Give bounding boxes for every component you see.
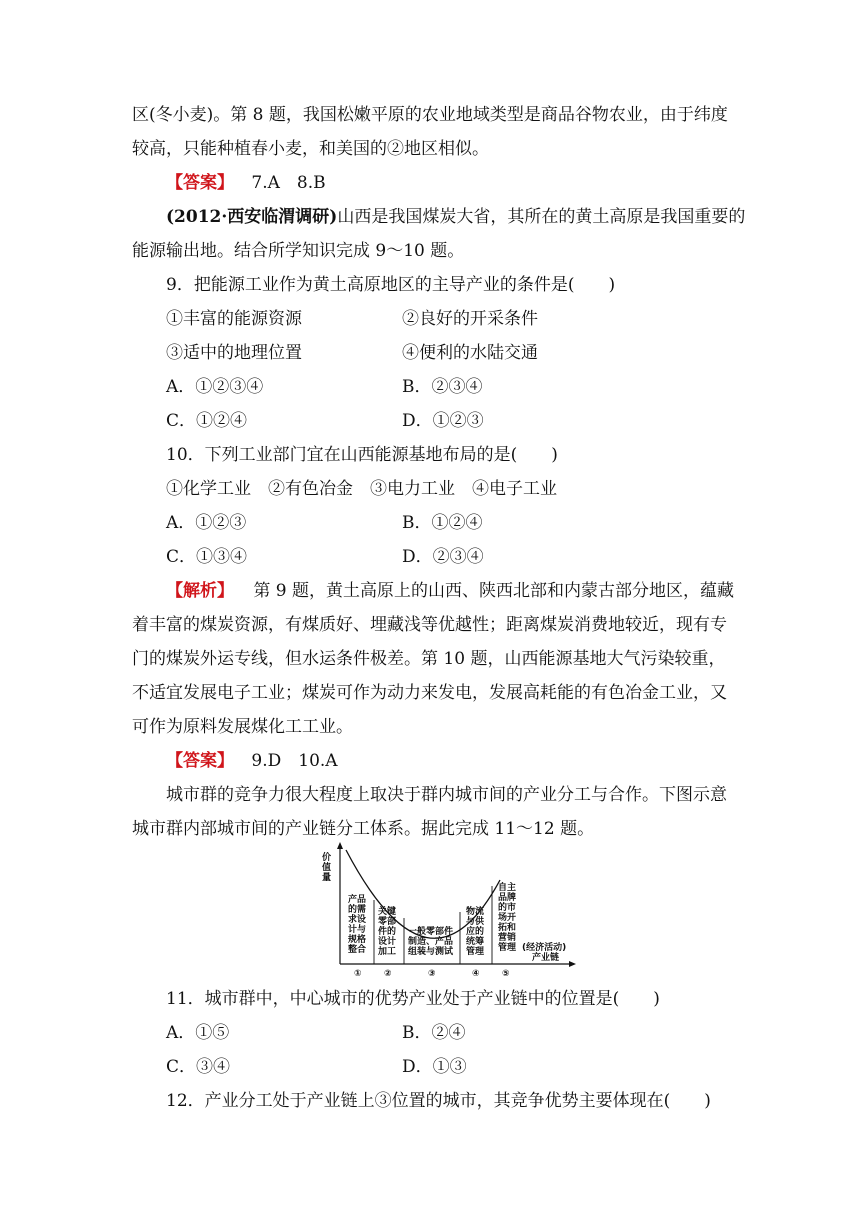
segment-2 bbox=[377, 905, 396, 979]
industry-chain-svg bbox=[300, 840, 580, 980]
q12-stem: 12．产业分工处于产业链上③位置的城市，其竞争优势主要体现在( ) bbox=[166, 1091, 711, 1111]
segment-1-text-6: 整合 bbox=[348, 945, 367, 955]
passage-line-1: 城市群的竞争力很大程度上取决于群内城市间的产业分工与合作。下图示意 bbox=[166, 785, 727, 805]
q9-item-3: ③适中的地理位置 bbox=[166, 343, 302, 363]
segment-3-text-1: 一般零部件 bbox=[408, 927, 454, 937]
segment-5-text-5: 拓和 bbox=[498, 923, 517, 933]
y-axis-arrow bbox=[337, 842, 343, 849]
answer-text: 7.A 8.B bbox=[251, 173, 326, 193]
segment-2-text-1: 关键 bbox=[378, 907, 397, 917]
q10-items: ①化学工业 ②有色冶金 ③电力工业 ④电子工业 bbox=[166, 479, 557, 499]
q11-option-b: B．②④ bbox=[402, 1023, 466, 1043]
answer-9-10 bbox=[166, 750, 338, 772]
q10-option-c: C．①③④ bbox=[166, 547, 248, 567]
segment-2-number: ② bbox=[384, 969, 392, 979]
segment-1-number: ① bbox=[354, 969, 362, 979]
x-label-chain: 产业链 bbox=[532, 953, 560, 963]
segment-5-number: ⑤ bbox=[502, 969, 510, 979]
analysis-line-3: 门的煤炭外运专线，但水运条件极差。第 10 题，山西能源基地大气污染较重， bbox=[132, 649, 726, 669]
intro-line-1: 区(冬小麦)。第 8 题，我国松嫩平原的农业地域类型是商品谷物农业，由于纬度 bbox=[132, 105, 728, 125]
y-label-2: 值 bbox=[322, 863, 332, 873]
analysis-line-5: 可作为原料发展煤化工工业。 bbox=[132, 717, 353, 737]
analysis-tag: 【解析】 bbox=[166, 581, 234, 601]
source-place: 西安临渭调研 bbox=[227, 207, 330, 227]
source-rest: 山西是我国煤炭大省，其所在的黄土高原是我国重要的 bbox=[337, 207, 746, 227]
answer-text-2: 9.D 10.A bbox=[251, 751, 338, 771]
answer-7-8 bbox=[166, 172, 326, 194]
analysis-line-1 bbox=[166, 580, 734, 602]
q10-option-d: D．②③④ bbox=[402, 547, 484, 567]
segment-3 bbox=[408, 925, 454, 979]
analysis-line-4: 不适宜发展电子工业；煤炭可作为动力来发电，发展高耗能的有色冶金工业，又 bbox=[132, 683, 727, 703]
q9-item-2: ②良好的开采条件 bbox=[402, 309, 538, 329]
segment-2-text-5: 加工 bbox=[378, 947, 397, 957]
q11-stem: 11．城市群中，中心城市的优势产业处于产业链中的位置是( ) bbox=[166, 989, 660, 1009]
q9-item-4: ④便利的水陆交通 bbox=[402, 343, 538, 363]
segment-2-text-2: 零部 bbox=[378, 917, 397, 927]
x-label-activity: (经济活动) bbox=[522, 943, 567, 953]
segment-5-text-7: 管理 bbox=[498, 943, 517, 953]
q9-item-1: ①丰富的能源资源 bbox=[166, 309, 302, 329]
segment-4-text-5: 管理 bbox=[466, 947, 485, 957]
q11-option-a: A．①⑤ bbox=[166, 1023, 230, 1043]
passage-line-2: 城市群内部城市间的产业链分工体系。据此完成 11～12 题。 bbox=[132, 819, 595, 839]
segment-4-number: ④ bbox=[472, 969, 480, 979]
segment-1-text-2: 的需 bbox=[348, 905, 367, 915]
q9-stem: 9．把能源工业作为黄土高原地区的主导产业的条件是( ) bbox=[166, 275, 616, 295]
industry-chain-diagram bbox=[300, 840, 580, 980]
q10-option-a: A．①②③ bbox=[166, 513, 247, 533]
source-close: ) bbox=[329, 207, 338, 227]
q9-option-d: D．①②③ bbox=[402, 411, 484, 431]
q9-option-b: B．②③④ bbox=[402, 377, 483, 397]
segment-2-text-4: 设计 bbox=[378, 937, 397, 947]
segment-5-text-6: 营销 bbox=[498, 933, 517, 943]
segment-1-text-1: 产品 bbox=[348, 895, 367, 905]
segment-5-text-2: 品牌 bbox=[498, 893, 517, 903]
y-label-3: 量 bbox=[322, 873, 332, 883]
segment-3-text-2: 制造、产品 bbox=[408, 937, 454, 947]
segment-4-text-2: 与供 bbox=[466, 917, 485, 927]
segment-3-text-3: 组装与测试 bbox=[408, 947, 454, 957]
source-line bbox=[166, 206, 745, 228]
segment-2-text-3: 件的 bbox=[378, 927, 397, 937]
answer-tag-2: 【答案】 bbox=[166, 751, 234, 771]
segment-3-number: ③ bbox=[428, 969, 436, 979]
segment-1-text-5: 规格 bbox=[348, 935, 367, 945]
segment-4-text-4: 统筹 bbox=[466, 937, 485, 947]
q10-option-b: B．①②④ bbox=[402, 513, 483, 533]
y-label-1: 价 bbox=[322, 853, 332, 863]
q9-option-c: C．①②④ bbox=[166, 411, 248, 431]
segment-1-text-4: 计与 bbox=[348, 925, 367, 935]
answer-tag: 【答案】 bbox=[166, 173, 234, 193]
q10-stem: 10．下列工业部门宜在山西能源基地布局的是( ) bbox=[166, 445, 558, 465]
segment-4 bbox=[466, 905, 485, 979]
analysis-text-1: 第 9 题，黄土高原上的山西、陕西北部和内蒙古部分地区，蕴藏 bbox=[253, 581, 735, 601]
x-axis-arrow bbox=[569, 961, 576, 967]
segment-5-text-1: 自主 bbox=[498, 883, 517, 893]
intro-line-2: 较高，只能种植春小麦，和美国的②地区相似。 bbox=[132, 139, 489, 159]
segment-1 bbox=[347, 893, 366, 979]
segment-1-text-3: 求设 bbox=[348, 915, 367, 925]
segment-4-text-1: 物流 bbox=[466, 907, 485, 917]
q9-option-a: A．①②③④ bbox=[166, 377, 264, 397]
segment-4-text-3: 应的 bbox=[466, 927, 485, 937]
analysis-line-2: 着丰富的煤炭资源，有煤质好、埋藏浅等优越性；距离煤炭消费地较近，现有专 bbox=[132, 615, 727, 635]
source-year: (2012· bbox=[166, 207, 228, 227]
q11-option-d: D．①③ bbox=[402, 1057, 467, 1077]
q11-option-c: C．③④ bbox=[166, 1057, 231, 1077]
segment-5-text-4: 场开 bbox=[498, 913, 517, 923]
segment-5-text-3: 的市 bbox=[498, 903, 517, 913]
source-line-2: 能源输出地。结合所学知识完成 9～10 题。 bbox=[132, 241, 465, 261]
